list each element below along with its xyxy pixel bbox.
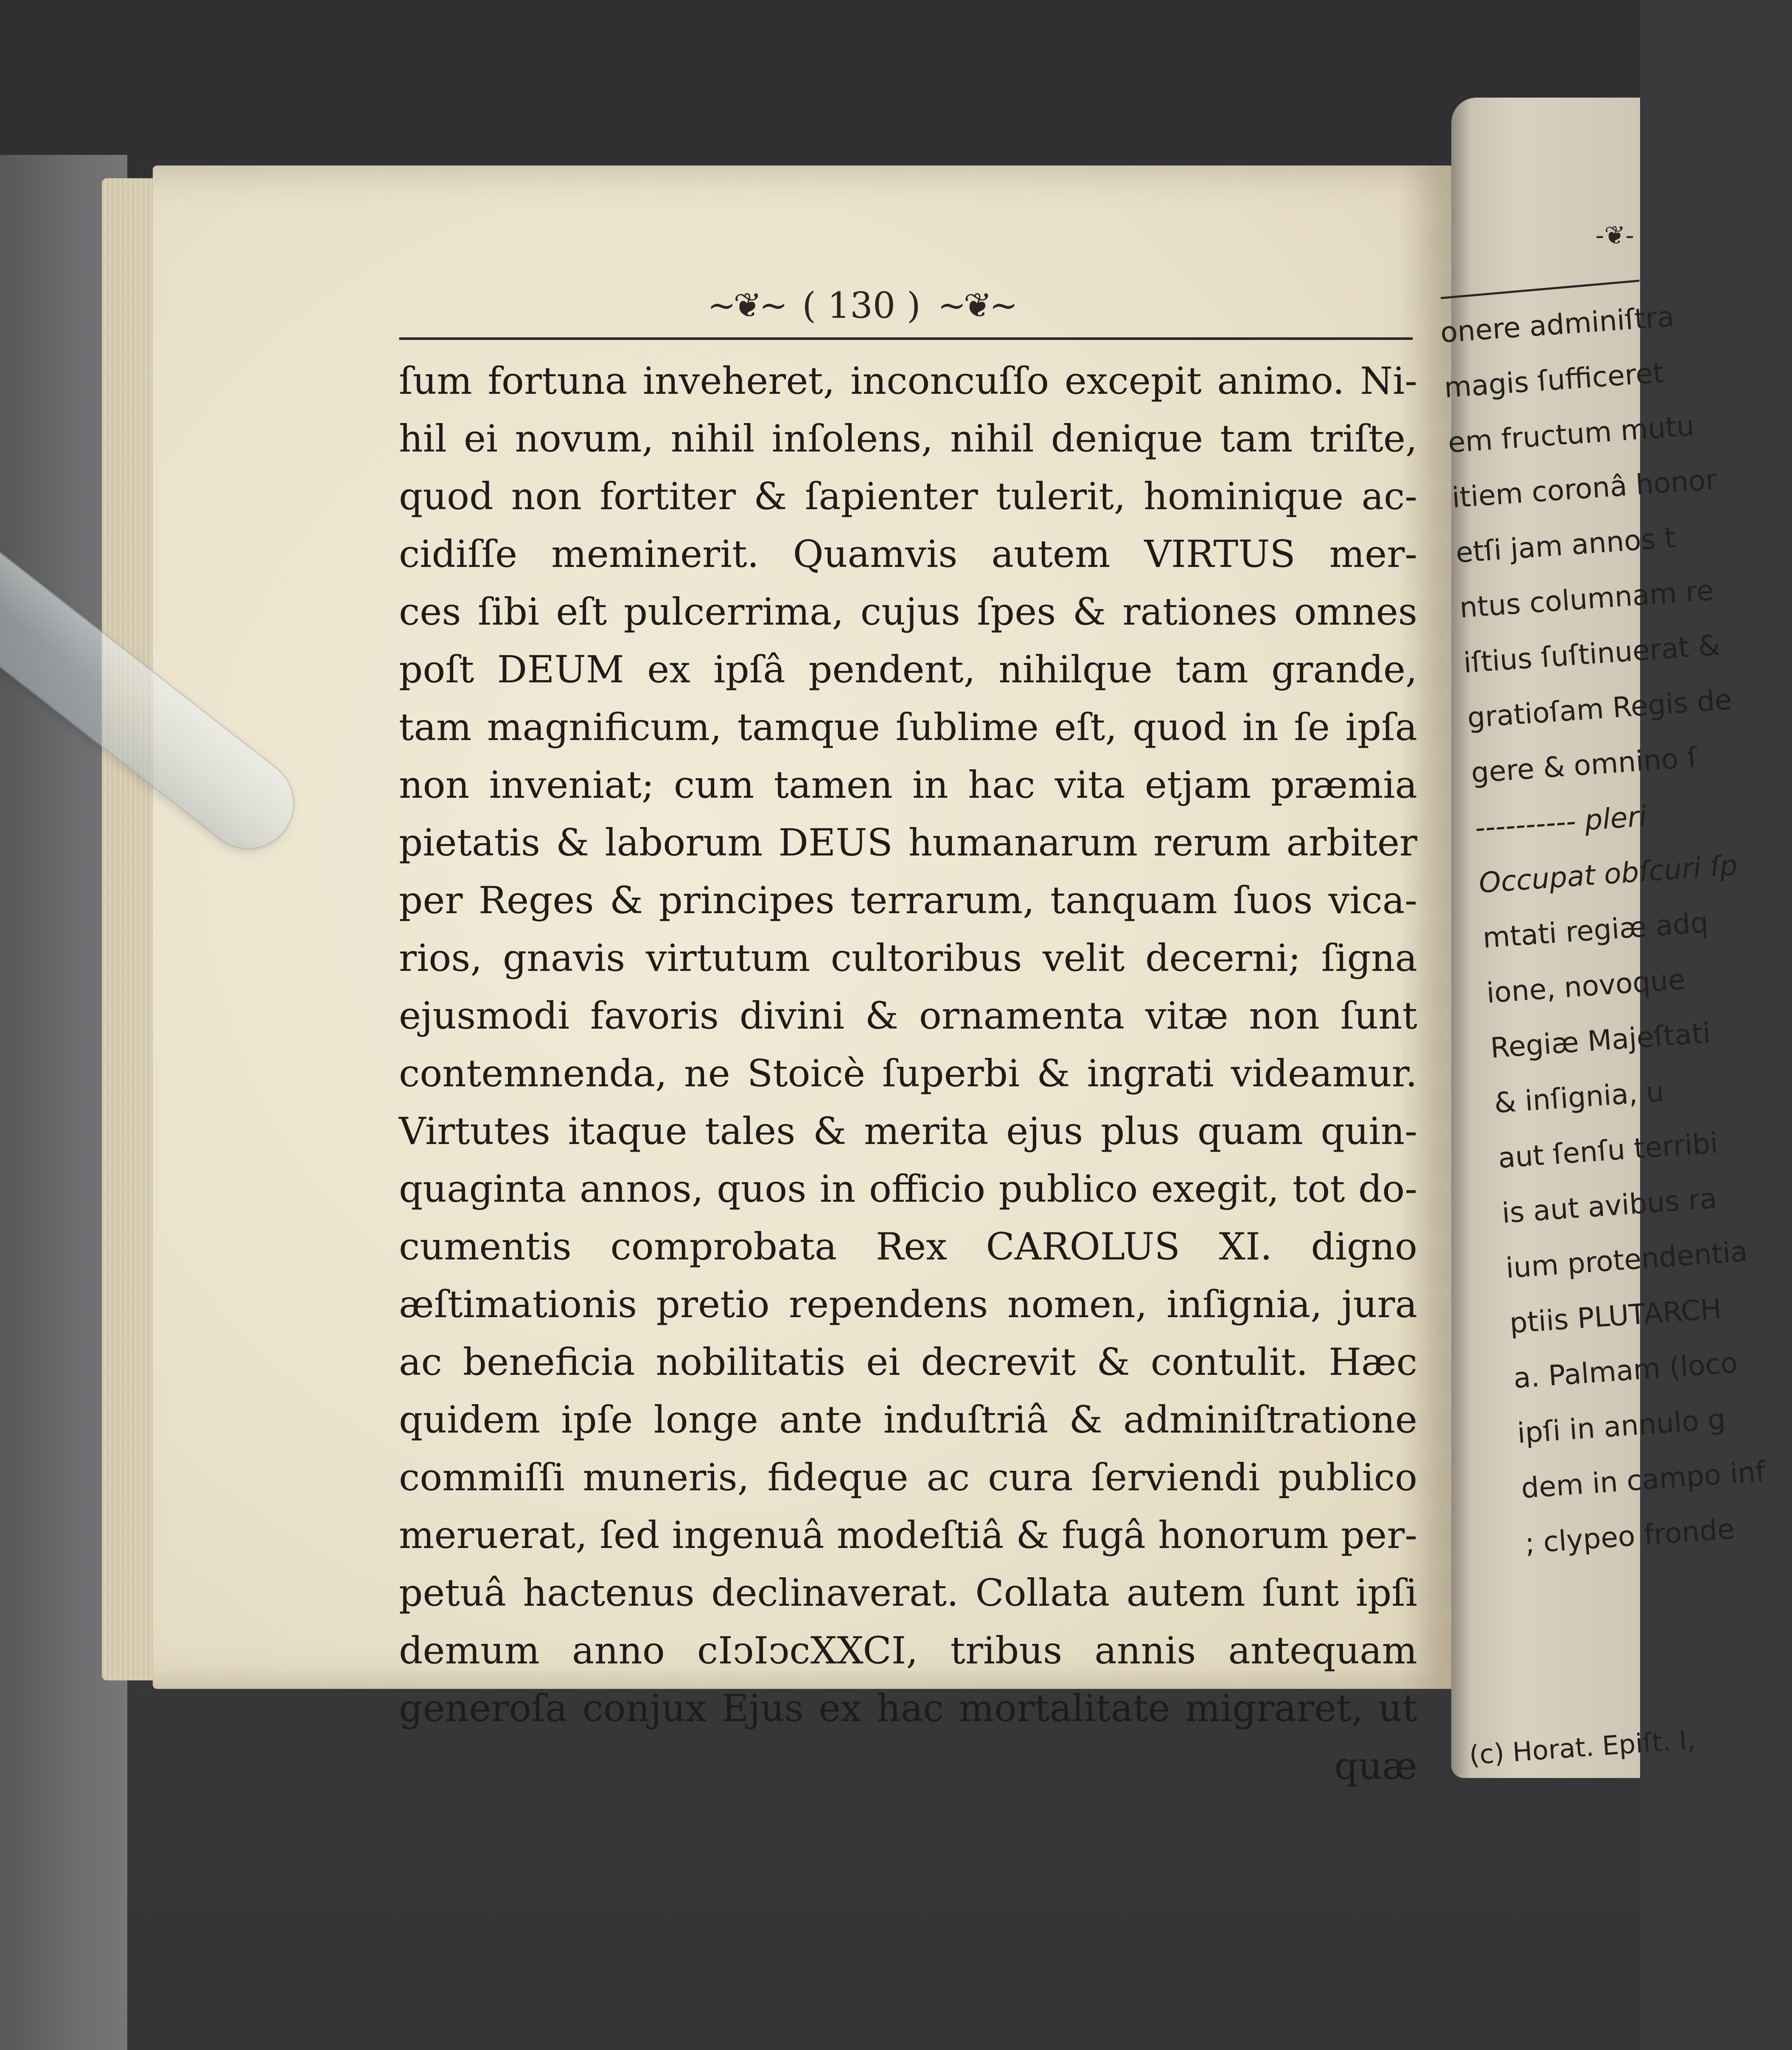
text-line: poſt DEUM ex ipſâ pendent, nihilque tam grande,: [399, 648, 1417, 691]
text-line: petuâ hactenus declinaverat. Collata autem ſunt ipſi: [399, 1571, 1417, 1615]
page-number: ( 130 ): [802, 285, 921, 326]
text-line: ejusmodi favoris divini & ornamenta vitæ non ſunt: [399, 994, 1417, 1038]
page-stack-edge: [102, 178, 161, 1680]
right-text-line: ione, novoque: [1485, 963, 1686, 1010]
right-text-line: aut ſenſu terribi: [1497, 1126, 1719, 1175]
text-line: ac beneficia nobilitatis ei decrevit & contulit. Hæc: [399, 1340, 1417, 1384]
running-head: [395, 272, 1328, 339]
text-line: per Reges & principes terrarum, tanquam ſuos vica-: [399, 878, 1417, 922]
text-line: cidiſſe meminerit. Quamvis autem VIRTUS mer-: [399, 532, 1417, 576]
text-line: tam magnificum, tamque ſublime eſt, quod in ſe ipſa: [399, 705, 1417, 749]
right-text-line: ntus columnam re: [1458, 574, 1715, 625]
text-line: meruerat, ſed ingenuâ modeſtiâ & fugâ honorum per-: [399, 1513, 1417, 1557]
right-page-footnote: (c) Horat. Epiſt. I,: [1468, 1724, 1697, 1771]
header-ornament-right: ~❦~: [937, 286, 1015, 325]
right-text-line: ---------- pleri: [1474, 799, 1648, 844]
right-text-line: gratioſam Regis de: [1466, 683, 1733, 735]
text-line: Virtutes itaque tales & merita ejus plus quam quin-: [399, 1109, 1417, 1153]
text-line: ces ſibi eſt pulcerrima, cujus ſpes & rationes omnes: [399, 590, 1417, 634]
right-text-line: etſi jam annos t: [1455, 521, 1677, 569]
right-text-line: itiem coronâ honor: [1451, 463, 1718, 514]
header-rule: [399, 337, 1413, 340]
body-text: [399, 352, 1417, 1795]
right-text-line: gere & omnino ſ: [1470, 741, 1698, 790]
text-line: demum anno cIↄIↄcXXCI, tribus annis antequam: [399, 1629, 1417, 1672]
catchword: quæ: [1334, 1744, 1417, 1788]
text-line: quod non fortiter & ſapienter tulerit, hominique ac-: [399, 474, 1417, 518]
text-line: pietatis & laborum DEUS humanarum rerum arbiter: [399, 821, 1417, 864]
right-text-line: is aut avibus ra: [1500, 1182, 1718, 1230]
right-text-line: a. Palmam (loco: [1512, 1346, 1739, 1395]
right-text-line: ; clypeo fronde: [1524, 1512, 1736, 1560]
text-line: commiſſi muneris, fideque ac cura ſerviendi publico: [399, 1455, 1417, 1499]
right-text-line: mtati regiæ adq: [1481, 906, 1709, 955]
right-text-line: dem in campo inf: [1520, 1455, 1767, 1505]
text-line: æſtimationis pretio rependens nomen, inſignia, jura: [399, 1282, 1417, 1326]
text-line: cumentis comprobata Rex CAROLUS XI. digno: [399, 1225, 1417, 1268]
right-text-line: ptiis PLUTARCH: [1509, 1292, 1723, 1340]
right-text-line: Occupat obſcuri ſp: [1478, 849, 1739, 900]
right-text-line: em fructum mutu: [1447, 409, 1696, 460]
text-line: ſum fortuna inveheret, inconcuſſo excepit animo. Ni-: [399, 359, 1417, 403]
text-line: hil ei novum, nihil inſolens, nihil denique tam triſte,: [399, 417, 1417, 460]
text-line: quaginta annos, quos in officio publico exegit, tot do-: [399, 1167, 1417, 1211]
right-text-line: onere adminiſtra: [1439, 300, 1675, 349]
right-text-line: ium protendentia: [1504, 1235, 1749, 1285]
right-page-header: -❦-: [1596, 221, 1634, 250]
right-text-line: ipſi in annulo g: [1516, 1402, 1727, 1450]
right-text-line: magis ſufficeret: [1443, 356, 1665, 404]
text-line: contemnenda, ne Stoicè ſuperbi & ingrati videamur.: [399, 1052, 1417, 1095]
text-line: rios, gnavis virtutum cultoribus velit decerni; ſigna: [399, 936, 1417, 980]
header-ornament-left: ~❦~: [707, 286, 785, 325]
text-line: generoſa conjux Ejus ex hac mortalitate migraret, ut: [399, 1686, 1417, 1730]
right-text-line: Regiæ Majeſtati: [1489, 1016, 1712, 1065]
right-text-line: iſtius ſuſtinuerat &: [1462, 628, 1721, 679]
text-line: quidem ipſe longe ante induſtriâ & adminiſtratione: [399, 1398, 1417, 1441]
right-text-line: & inſignia, u: [1493, 1075, 1665, 1120]
text-line: non inveniat; cum tamen in hac vita etjam præmia: [399, 763, 1417, 807]
